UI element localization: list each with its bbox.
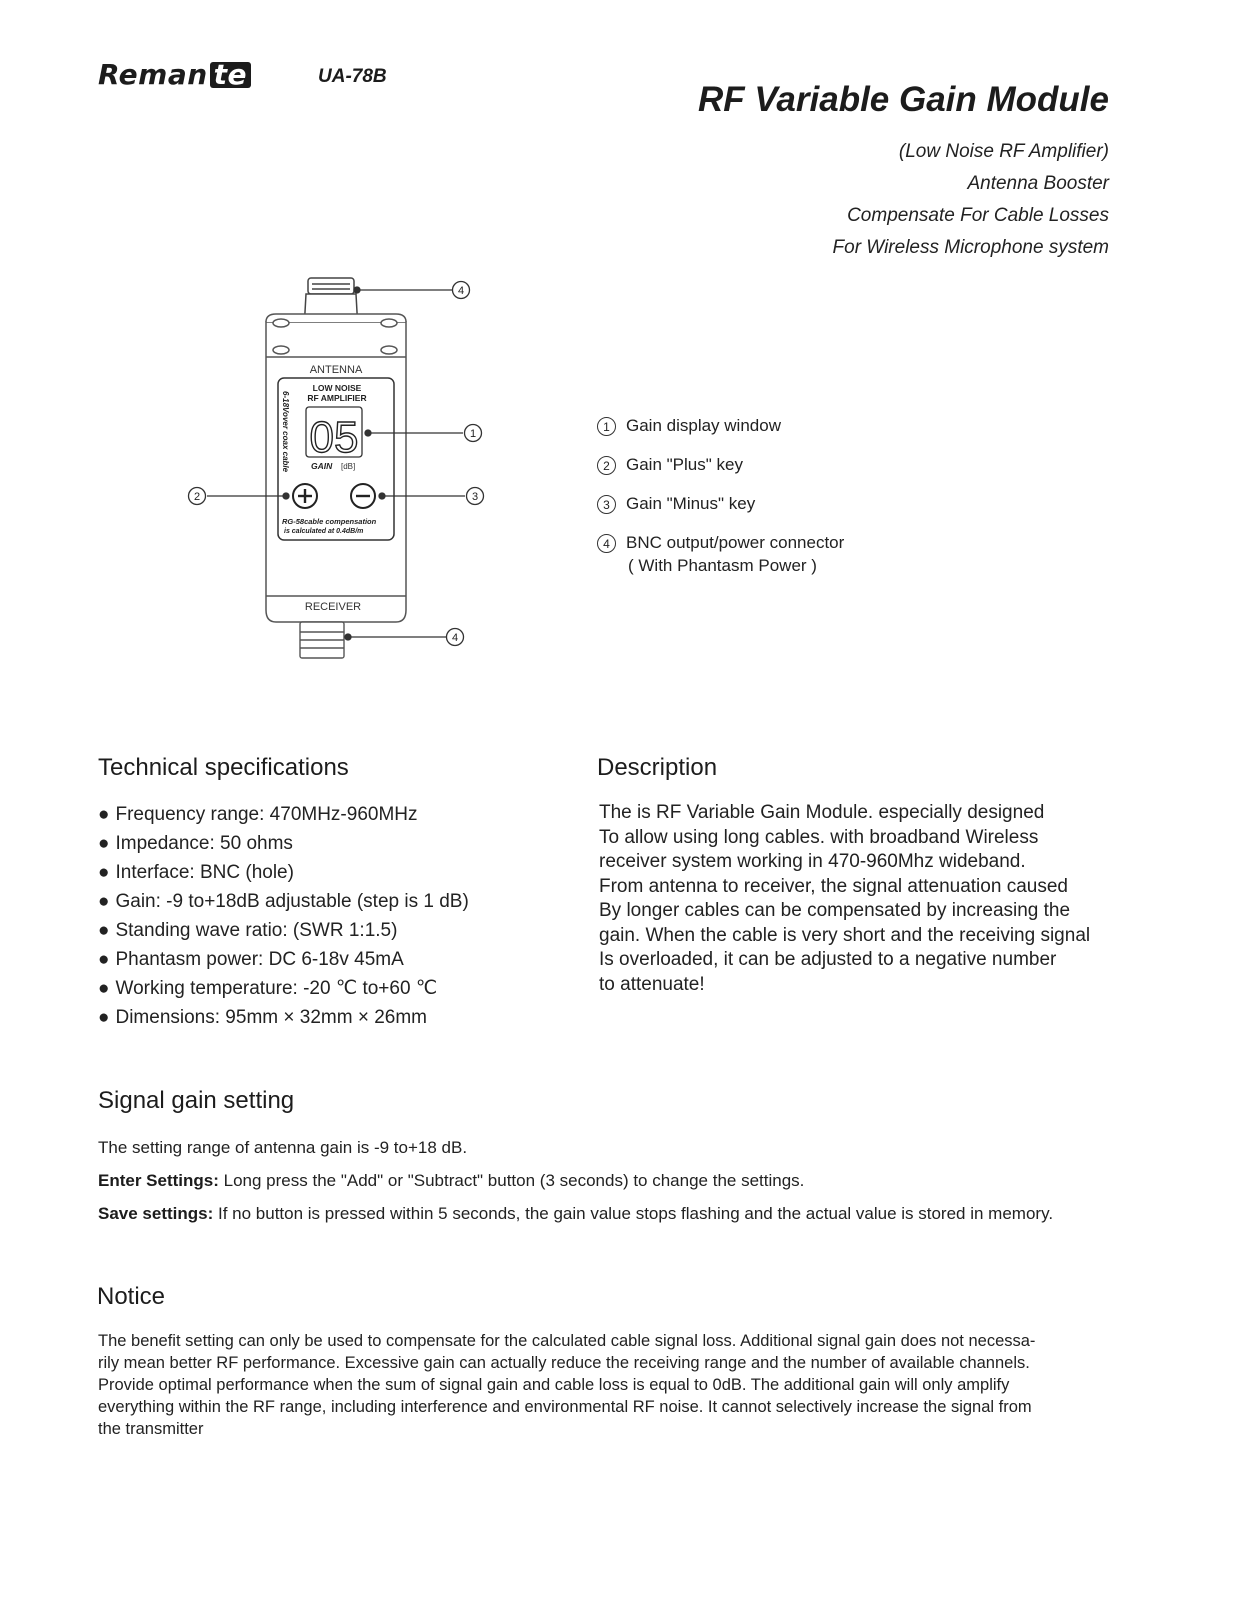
spec-row [98, 858, 469, 887]
spec-label: Dimensions: [115, 1007, 221, 1028]
notice-line: the transmitter [98, 1420, 204, 1438]
spec-label: Impedance: [115, 833, 215, 854]
callout-4-bottom: 4 [451, 632, 459, 644]
spec-row [98, 916, 469, 945]
spec-value: DC 6-18v 45mA [263, 949, 404, 970]
cable-note-line1: RG-58cable compensation [282, 517, 377, 526]
enter-settings-text: Long press the "Add" or "Subtract" button (3 seconds) to change the settings. [218, 1171, 805, 1190]
spec-value: (SWR 1:1.5) [287, 920, 398, 941]
description-line: To allow using long cables. with broadband Wireless [599, 826, 1039, 848]
subtitle-line: Compensate For Cable Losses [847, 205, 1109, 226]
notice-line: rily mean better RF performance. Excessive gain can actually reduce the receiving range and the number of available channels. [98, 1354, 1030, 1372]
legend-subtext: ( With Phantasm Power ) [628, 556, 817, 575]
spec-row [98, 945, 469, 974]
bullet: ● [98, 804, 110, 825]
spec-row [98, 829, 469, 858]
description-line: From antenna to receiver, the signal attenuation caused [599, 875, 1068, 897]
legend-number: 2 [597, 456, 616, 475]
signal-gain-heading: Signal gain setting [98, 1087, 295, 1114]
legend-number: 4 [597, 534, 616, 553]
description-line: receiver system working in 470-960Mhz wideband. [599, 851, 1026, 872]
description-body [599, 801, 1129, 997]
signal-gain-body [98, 1136, 1053, 1235]
spec-row [98, 800, 469, 829]
brand-box: te [210, 62, 251, 88]
plus-key[interactable] [293, 484, 317, 508]
notice-line: Provide optimal performance when the sum of signal gain and cable loss is equal to 0dB. The additional gain will only amplify [98, 1376, 1010, 1394]
gain-range-text: The setting range of antenna gain is -9 to+18 dB. [98, 1138, 468, 1157]
bottom-connector [300, 622, 344, 658]
model-number: UA-78B [318, 66, 387, 87]
enter-settings-label: Enter Settings: [98, 1171, 219, 1190]
tech-specs-list [98, 800, 469, 1032]
legend-item [597, 492, 844, 515]
legend-number: 1 [597, 417, 616, 436]
bullet: ● [98, 891, 110, 912]
callout-1: 1 [469, 428, 477, 440]
spec-value: -9 to+18dB adjustable (step is 1 dB) [160, 891, 469, 912]
legend-text-block [626, 531, 844, 577]
legend-text: Gain display window [626, 416, 781, 435]
callout-2: 2 [193, 491, 201, 503]
brand-text: Reman [98, 58, 208, 91]
save-settings-text: If no button is pressed within 5 seconds, the gain value stops flashing and the actual value is stored in memory. [213, 1204, 1054, 1223]
callout-legend [597, 414, 844, 593]
description-line: Is overloaded, it can be adjusted to a negative number [599, 949, 1057, 970]
tech-specs-heading: Technical specifications [98, 754, 349, 781]
description-heading: Description [597, 754, 718, 781]
spec-label: Gain: [115, 891, 161, 912]
description-line: The is RF Variable Gain Module. especially designed [599, 802, 1045, 823]
subtitle-line: For Wireless Microphone system [832, 237, 1109, 258]
cable-note-line2: is calculated at 0.4dB/m [284, 528, 364, 535]
gain-unit: [dB] [341, 462, 356, 471]
spec-label: Working temperature: [115, 978, 298, 999]
save-settings-row [98, 1202, 1053, 1235]
legend-item [597, 453, 844, 476]
notice-line: The benefit setting can only be used to compensate for the calculated cable signal loss. Additional signal gain does not necessa- [98, 1332, 1036, 1350]
device-diagram [0, 0, 620, 700]
spec-value: -20 ℃ to+60 ℃ [297, 978, 438, 999]
spec-label: Phantasm power: [115, 949, 264, 970]
bullet: ● [98, 978, 110, 999]
subtitle-line: Antenna Booster [967, 173, 1109, 194]
callout-3: 3 [471, 491, 479, 503]
spec-value: 470MHz-960MHz [264, 804, 418, 825]
description-line: to attenuate! [599, 973, 705, 995]
bullet: ● [98, 949, 110, 970]
legend-item [597, 414, 844, 437]
bullet: ● [98, 862, 110, 883]
notice-heading: Notice [97, 1283, 166, 1310]
subtitle-line: (Low Noise RF Amplifier) [898, 141, 1109, 162]
bullet: ● [98, 920, 110, 941]
description-line: gain. When the cable is very short and the receiving signal [599, 924, 1091, 946]
spec-value: 50 ohms [214, 833, 293, 854]
bullet: ● [98, 833, 110, 854]
low-noise-line2: RF AMPLIFIER [307, 393, 367, 403]
page-title: RF Variable Gain Module [698, 80, 1109, 119]
spec-value: BNC (hole) [194, 862, 294, 883]
callout-4-top: 4 [457, 285, 465, 297]
subtitle-block [833, 140, 1109, 268]
legend-text: Gain "Plus" key [626, 455, 743, 474]
legend-item [597, 531, 844, 577]
spec-label: Standing wave ratio: [115, 920, 288, 941]
low-noise-line1: LOW NOISE [312, 383, 362, 393]
notice-body [98, 1330, 1035, 1440]
minus-key[interactable] [351, 484, 375, 508]
gain-label: GAIN [311, 461, 333, 471]
description-line: By longer cables can be compensated by increasing the [599, 900, 1071, 921]
spec-label: Interface: [115, 862, 195, 883]
legend-number: 3 [597, 495, 616, 514]
spec-row [98, 887, 469, 916]
spec-row [98, 974, 469, 1003]
gain-display-value: 05 [309, 413, 359, 462]
save-settings-label: Save settings: [98, 1204, 214, 1223]
antenna-label: ANTENNA [309, 364, 363, 376]
spec-value: 95mm × 32mm × 26mm [220, 1007, 427, 1028]
enter-settings-row [98, 1169, 1053, 1202]
side-text: 6-18Vover coax cable [281, 391, 290, 473]
bullet: ● [98, 1007, 110, 1028]
spec-row [98, 1003, 469, 1032]
notice-line: everything within the RF range, including interference and environmental RF noise. It cannot selectively increase the signal from [98, 1398, 1032, 1416]
receiver-label: RECEIVER [304, 601, 362, 613]
legend-text: Gain "Minus" key [626, 494, 756, 513]
spec-label: Frequency range: [115, 804, 265, 825]
legend-text: BNC output/power connector [626, 533, 845, 552]
